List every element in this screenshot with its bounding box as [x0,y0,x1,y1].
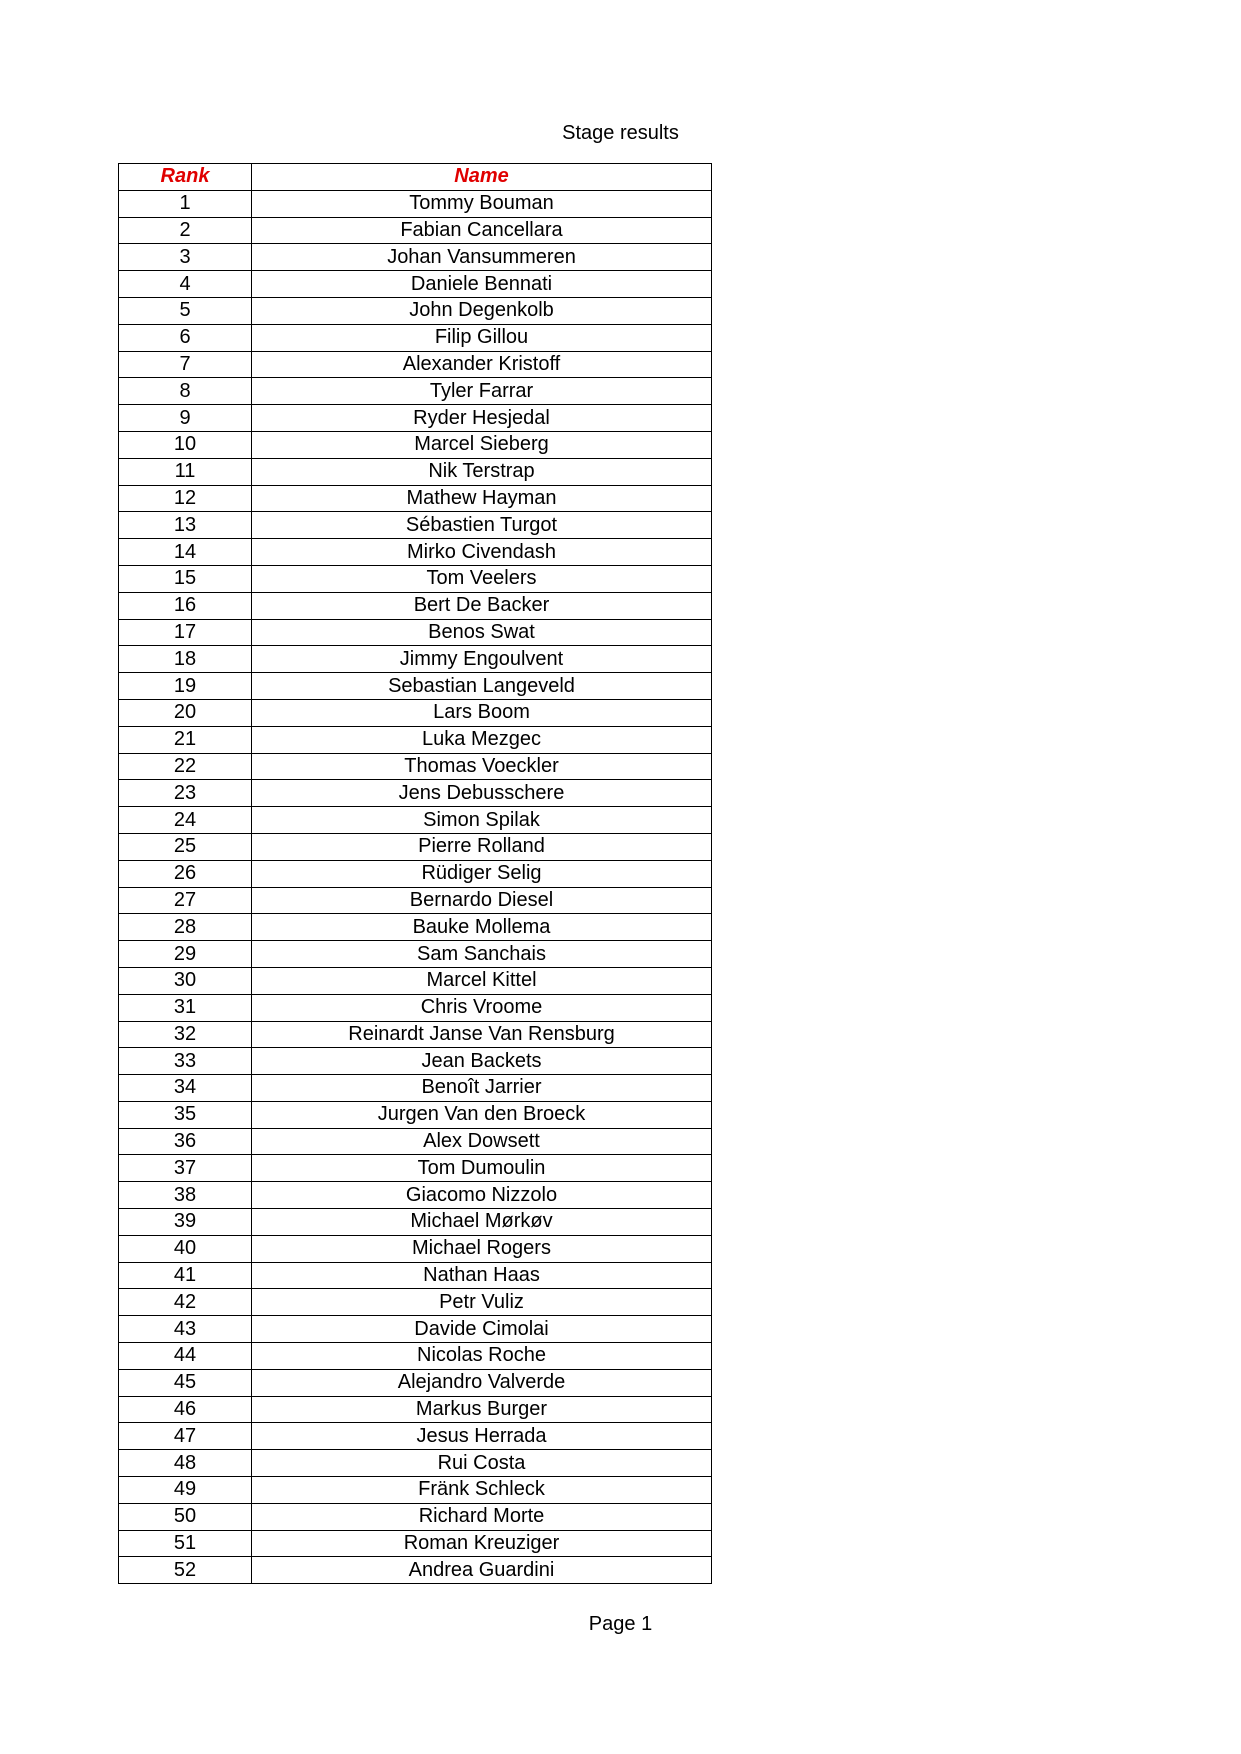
table-row [119,297,712,324]
rank-cell: 30 [119,967,252,994]
table-row [119,324,712,351]
rank-cell: 27 [119,887,252,914]
table-row [119,646,712,673]
name-cell: Markus Burger [252,1396,712,1423]
name-cell: John Degenkolb [252,297,712,324]
rank-cell: 11 [119,458,252,485]
name-cell: Reinardt Janse Van Rensburg [252,1021,712,1048]
rank-cell: 50 [119,1503,252,1530]
name-cell: Richard Morte [252,1503,712,1530]
table-row [119,1423,712,1450]
name-cell: Roman Kreuziger [252,1530,712,1557]
table-row [119,458,712,485]
table-row [119,1316,712,1343]
name-cell: Tom Veelers [252,565,712,592]
rank-cell: 36 [119,1128,252,1155]
name-cell: Sébastien Turgot [252,512,712,539]
table-row [119,485,712,512]
name-cell: Alex Dowsett [252,1128,712,1155]
name-cell: Jens Debusschere [252,780,712,807]
table-row [119,887,712,914]
table-row [119,1369,712,1396]
rank-cell: 4 [119,271,252,298]
rank-cell: 3 [119,244,252,271]
name-cell: Jurgen Van den Broeck [252,1101,712,1128]
rank-cell: 33 [119,1048,252,1075]
rank-cell: 6 [119,324,252,351]
rank-cell: 7 [119,351,252,378]
table-row [119,860,712,887]
rank-cell: 5 [119,297,252,324]
table-row [119,244,712,271]
rank-cell: 16 [119,592,252,619]
rank-cell: 35 [119,1101,252,1128]
name-cell: Tommy Bouman [252,190,712,217]
name-cell: Filip Gillou [252,324,712,351]
name-cell: Michael Mørkøv [252,1209,712,1236]
name-cell: Pierre Rolland [252,833,712,860]
rank-cell: 20 [119,699,252,726]
table-row [119,941,712,968]
table-row [119,833,712,860]
table-row [119,753,712,780]
name-cell: Alexander Kristoff [252,351,712,378]
rank-cell: 43 [119,1316,252,1343]
name-cell: Johan Vansummeren [252,244,712,271]
page-footer: Page 1 [588,1613,653,1635]
name-cell: Marcel Kittel [252,967,712,994]
rank-cell: 32 [119,1021,252,1048]
rank-cell: 44 [119,1343,252,1370]
rank-cell: 25 [119,833,252,860]
rank-cell: 13 [119,512,252,539]
table-row [119,726,712,753]
rank-cell: 23 [119,780,252,807]
rank-cell: 51 [119,1530,252,1557]
rank-cell: 41 [119,1262,252,1289]
results-table [118,163,712,1584]
table-row [119,1075,712,1102]
name-cell: Bauke Mollema [252,914,712,941]
name-cell: Benos Swat [252,619,712,646]
name-cell: Jimmy Engoulvent [252,646,712,673]
table-row [119,539,712,566]
name-cell: Alejandro Valverde [252,1369,712,1396]
table-row [119,565,712,592]
rank-cell: 46 [119,1396,252,1423]
name-column-header: Name [252,164,712,191]
table-row [119,1530,712,1557]
name-cell: Fabian Cancellara [252,217,712,244]
rank-cell: 15 [119,565,252,592]
rank-cell: 38 [119,1182,252,1209]
rank-cell: 45 [119,1369,252,1396]
table-row [119,1477,712,1504]
table-row [119,351,712,378]
rank-cell: 10 [119,431,252,458]
rank-column-header: Rank [119,164,252,191]
table-row [119,1262,712,1289]
rank-cell: 12 [119,485,252,512]
table-row [119,967,712,994]
page-title [0,121,1241,145]
rank-cell: 14 [119,539,252,566]
table-row [119,1503,712,1530]
rank-cell: 21 [119,726,252,753]
table-row [119,1048,712,1075]
table-row [119,1209,712,1236]
rank-cell: 42 [119,1289,252,1316]
table-row [119,994,712,1021]
rank-cell: 19 [119,673,252,700]
table-row [119,1235,712,1262]
rank-cell: 37 [119,1155,252,1182]
name-cell: Benoît Jarrier [252,1075,712,1102]
rank-cell: 26 [119,860,252,887]
name-cell: Daniele Bennati [252,271,712,298]
name-cell: Chris Vroome [252,994,712,1021]
table-row [119,405,712,432]
table-row [119,217,712,244]
rank-cell: 34 [119,1075,252,1102]
table-row [119,807,712,834]
name-cell: Sam Sanchais [252,941,712,968]
rank-cell: 22 [119,753,252,780]
name-cell: Luka Mezgec [252,726,712,753]
name-cell: Tyler Farrar [252,378,712,405]
rank-cell: 47 [119,1423,252,1450]
rank-cell: 28 [119,914,252,941]
table-body [119,190,712,1583]
rank-cell: 1 [119,190,252,217]
name-cell: Simon Spilak [252,807,712,834]
rank-cell: 40 [119,1235,252,1262]
name-cell: Bert De Backer [252,592,712,619]
name-cell: Petr Vuliz [252,1289,712,1316]
name-cell: Davide Cimolai [252,1316,712,1343]
table-header-row [119,164,712,191]
table-row [119,673,712,700]
table-row [119,1396,712,1423]
rank-cell: 17 [119,619,252,646]
rank-cell: 31 [119,994,252,1021]
table-row [119,914,712,941]
table-row [119,431,712,458]
table-row [119,512,712,539]
name-cell: Jean Backets [252,1048,712,1075]
name-cell: Thomas Voeckler [252,753,712,780]
rank-cell: 39 [119,1209,252,1236]
table-row [119,1289,712,1316]
rank-cell: 2 [119,217,252,244]
name-cell: Tom Dumoulin [252,1155,712,1182]
name-cell: Jesus Herrada [252,1423,712,1450]
table-row [119,592,712,619]
table-row [119,190,712,217]
rank-cell: 48 [119,1450,252,1477]
name-cell: Giacomo Nizzolo [252,1182,712,1209]
table-row [119,1128,712,1155]
rank-cell: 29 [119,941,252,968]
name-cell: Sebastian Langeveld [252,673,712,700]
rank-cell: 24 [119,807,252,834]
rank-cell: 8 [119,378,252,405]
table-row [119,1557,712,1584]
name-cell: Nicolas Roche [252,1343,712,1370]
name-cell: Lars Boom [252,699,712,726]
rank-cell: 18 [119,646,252,673]
table-row [119,1450,712,1477]
page-title-text: Stage results [562,122,679,144]
table-row [119,1182,712,1209]
table-row [119,1343,712,1370]
name-cell: Fränk Schleck [252,1477,712,1504]
name-cell: Rüdiger Selig [252,860,712,887]
name-cell: Nathan Haas [252,1262,712,1289]
table-row [119,1101,712,1128]
table-row [119,1155,712,1182]
rank-cell: 49 [119,1477,252,1504]
table-row [119,619,712,646]
rank-cell: 52 [119,1557,252,1584]
name-cell: Bernardo Diesel [252,887,712,914]
table-row [119,378,712,405]
rank-cell: 9 [119,405,252,432]
table-row [119,780,712,807]
table-row [119,1021,712,1048]
name-cell: Ryder Hesjedal [252,405,712,432]
name-cell: Mirko Civendash [252,539,712,566]
name-cell: Marcel Sieberg [252,431,712,458]
name-cell: Mathew Hayman [252,485,712,512]
name-cell: Michael Rogers [252,1235,712,1262]
name-cell: Andrea Guardini [252,1557,712,1584]
table-row [119,271,712,298]
name-cell: Rui Costa [252,1450,712,1477]
name-cell: Nik Terstrap [252,458,712,485]
table-row [119,699,712,726]
